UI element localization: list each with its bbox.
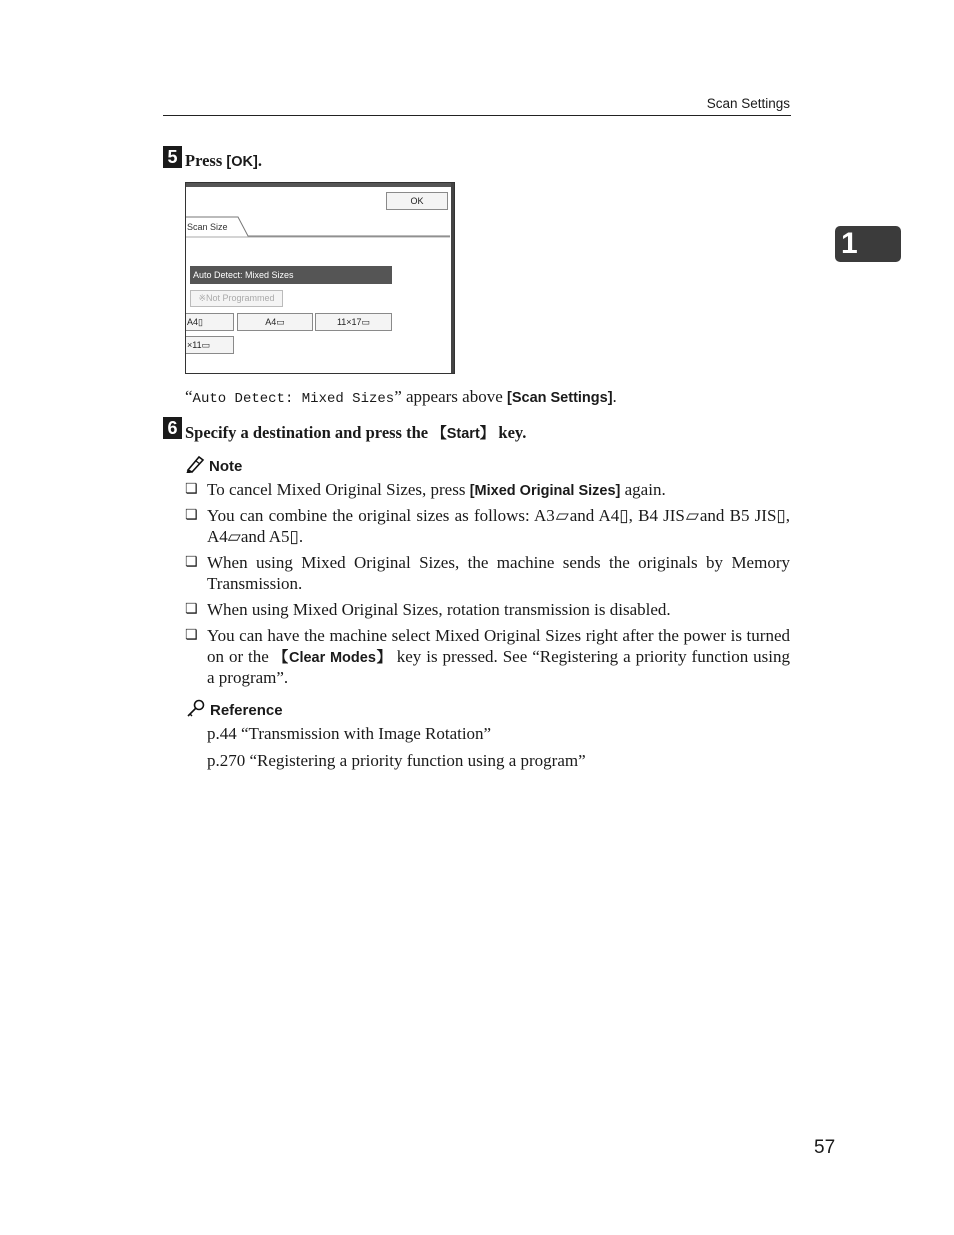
appears-end: .	[612, 387, 617, 406]
start-key-label: 【Start】	[432, 426, 495, 442]
close-quote: ”	[394, 387, 402, 406]
scan-size-tab-label: Scan Size	[187, 222, 228, 232]
note-bullet-3: ❏	[185, 554, 198, 570]
note-item-4: When using Mixed Original Sizes, rotation transmission is disabled.	[207, 600, 671, 619]
open-quote: “	[185, 387, 193, 406]
key-icon	[185, 698, 206, 718]
mixed-original-sizes-key: [Mixed Original Sizes]	[469, 483, 621, 499]
size-a4-landscape-button[interactable]: A4▭	[237, 313, 313, 331]
step-5-prefix: Press	[185, 151, 227, 170]
auto-detect-mixed-sizes-bar[interactable]: Auto Detect: Mixed Sizes	[190, 266, 392, 284]
clear-modes-key: 【Clear Modes】	[273, 649, 392, 666]
not-programmed-button[interactable]: ※Not Programmed	[190, 290, 283, 307]
note-item-5-text-b: key is pressed. See “Registering a priority function using a program”.	[207, 646, 790, 687]
note-bullet-4: ❏	[185, 601, 198, 617]
size-8x11-button[interactable]: ×11▭	[185, 336, 234, 354]
size-11x17-button[interactable]: 11×17▭	[315, 313, 392, 331]
note-item-1-text-b: again.	[620, 480, 666, 499]
ok-key-label: [OK]	[226, 154, 258, 170]
note-item-1	[207, 480, 790, 502]
auto-detect-code: Auto Detect: Mixed Sizes	[192, 391, 395, 407]
appears-text: appears above	[401, 387, 507, 406]
scan-size-tab[interactable]	[186, 216, 450, 238]
panel-right-edge	[451, 183, 454, 373]
step-5-instruction	[185, 151, 262, 171]
running-header: Scan Settings	[706, 96, 790, 111]
note-bullet-5: ❏	[185, 627, 198, 643]
step-5-suffix: .	[257, 151, 262, 170]
note-item-3: When using Mixed Original Sizes, the machine sends the originals by Memory Transmission.	[207, 553, 790, 593]
size-a4-portrait-button[interactable]: A4▯	[185, 313, 234, 331]
note-bullet-2: ❏	[185, 507, 198, 523]
reference-link-2[interactable]: p.270 “Registering a priority function using a program”	[207, 751, 586, 770]
appears-line	[185, 387, 617, 410]
header-rule	[163, 115, 791, 116]
scan-settings-key: [Scan Settings]	[507, 390, 613, 406]
reference-link-1[interactable]: p.44 “Transmission with Image Rotation”	[207, 724, 492, 743]
step-6-suffix: key.	[494, 423, 527, 442]
note-heading-label: Note	[209, 458, 243, 475]
note-item-5-text-a: You can have the machine select Mixed Original Sizes right after the power is turned on or the	[207, 626, 790, 666]
step-number-5: 5	[163, 146, 182, 168]
note-heading	[185, 455, 242, 476]
step-6-prefix: Specify a destination and press the	[185, 423, 433, 442]
panel-top-bar	[186, 183, 454, 187]
control-panel-screenshot	[185, 182, 455, 374]
pencil-icon	[185, 455, 205, 473]
note-item-2: You can combine the original sizes as follows: A3▱and A4▯, B4 JIS▱and B5 JIS▯, A4▱and A5▯.	[207, 506, 790, 546]
note-item-5	[207, 626, 790, 689]
note-bullet-1: ❏	[185, 481, 198, 497]
page-number: 57	[814, 1137, 836, 1158]
step-6-instruction	[185, 422, 526, 443]
note-item-1-text-a: To cancel Mixed Original Sizes, press	[207, 480, 470, 499]
reference-heading-label: Reference	[210, 702, 283, 719]
reference-heading	[185, 698, 283, 720]
step-number-6: 6	[163, 417, 182, 439]
chapter-tab: 1	[835, 226, 901, 262]
ok-button[interactable]: OK	[386, 192, 448, 210]
